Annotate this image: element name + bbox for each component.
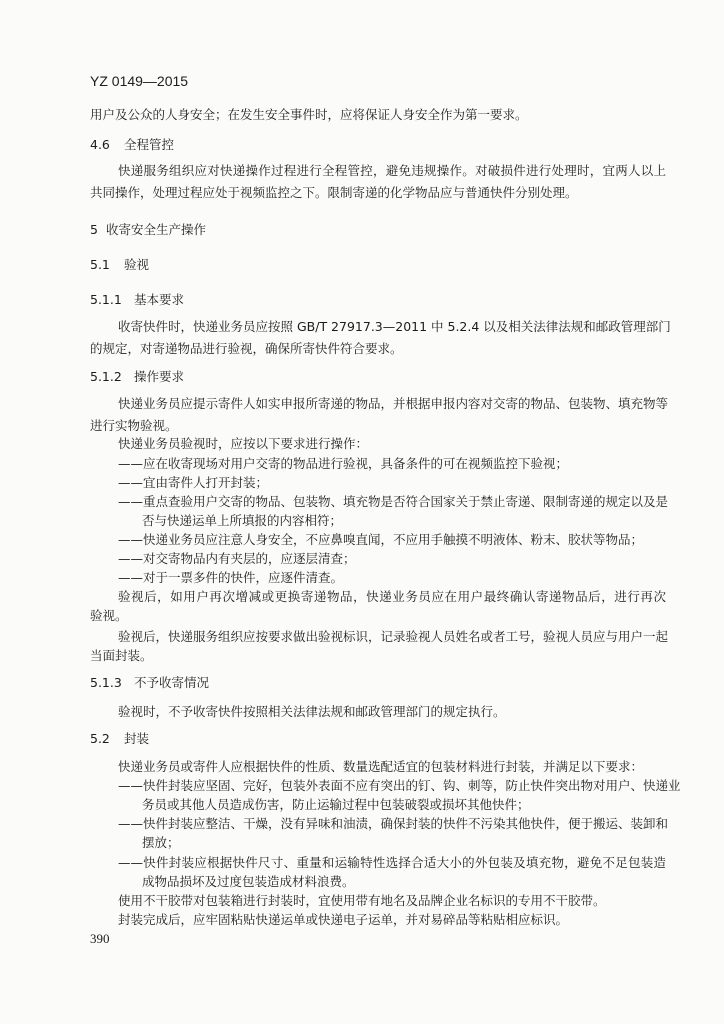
text-line: 验视后，快递服务组织应按要求做出验视标识，记录验视人员姓名或者工号，验视人员应与用户一起: [118, 629, 669, 644]
list-item: ——快件封装应根据快件尺寸、重量和运输特性选择合适大小的外包装及填充物，避免不足包装造: [118, 855, 666, 870]
text-line: 当面封装。: [90, 648, 153, 663]
list-item-continued: 否与快递运单上所填报的内容相符；: [142, 513, 343, 528]
text-line: 用户及公众的人身安全；在发生安全事件时，应将保证人身安全作为第一要求。: [90, 107, 528, 122]
section-number: 4.6: [90, 137, 110, 152]
section-heading-4-6: [90, 137, 174, 153]
text-line: 验视后，如用户再次增减或更换寄递物品，快递业务员应在用户最终确认寄递物品后，进行再次: [118, 589, 666, 604]
section-number: 5.1.1: [90, 292, 122, 307]
section-title: 操作要求: [134, 369, 185, 384]
doc-id: YZ 0149—2015: [90, 73, 189, 89]
section-title: 不予收寄情况: [134, 675, 210, 690]
section-title: 收寄安全生产操作: [106, 222, 207, 237]
section-heading-5: [90, 222, 206, 238]
list-item: ——快件封装应整洁、干燥，没有异味和油渍，确保封装的快件不污染其他快件，便于搬运、装卸和: [118, 816, 669, 831]
section-heading-5-1-2: [90, 369, 184, 385]
text-line: 封装完成后，应牢固粘贴快递运单或快递电子运单，并对易碎品等粘贴相应标识。: [118, 912, 569, 927]
section-heading-5-1-1: [90, 292, 184, 308]
text-line: 共同操作，处理过程应处于视频监控之下。限制寄递的化学物品应与普通快件分别处理。: [90, 185, 578, 200]
section-number: 5.2: [90, 731, 110, 746]
section-title: 验视: [124, 257, 150, 272]
text-line: 进行实物验视。: [90, 418, 178, 433]
list-item-continued: 摆放；: [142, 835, 180, 850]
section-title: 封装: [124, 731, 150, 746]
text-line: 验视时，不予收寄快件按照相关法律法规和邮政管理部门的规定执行。: [118, 704, 506, 719]
list-item: ——应在收寄现场对用户交寄的物品进行验视，具备条件的可在视频监控下验视；: [118, 456, 569, 471]
text-line: 使用不干胶带对包装箱进行封装时，宜使用带有地名及品牌企业名标识的专用不干胶带。: [118, 893, 606, 908]
text-line: 快递服务组织应对快递操作过程进行全程管控，避免违规操作。对破损件进行处理时，宜两人以上: [118, 163, 666, 178]
list-item-continued: 成物品损坏及过度包装造成材料浪费。: [142, 874, 355, 889]
list-item: ——对于一票多件的快件，应逐件清查。: [118, 570, 344, 585]
text-line: 快递业务员应提示寄件人如实申报所寄递的物品，并根据申报内容对交寄的物品、包装物、填充物等: [118, 396, 669, 411]
section-number: 5: [90, 222, 98, 237]
section-number: 5.1.2: [90, 369, 122, 384]
section-number: 5.1: [90, 257, 110, 272]
text-line: 快递业务员验视时，应按以下要求进行操作：: [118, 436, 369, 451]
section-number: 5.1.3: [90, 675, 122, 690]
text-line: 验视。: [90, 608, 128, 623]
section-heading-5-1-3: [90, 675, 209, 691]
page-number: 390: [90, 931, 110, 946]
list-item: ——对交寄物品内有夹层的，应逐层清查；: [118, 551, 356, 566]
section-title: 全程管控: [124, 137, 175, 152]
list-item: ——宜由寄件人打开封装；: [118, 475, 269, 490]
list-item: ——快件封装应坚固、完好，包装外表面不应有突出的钉、钩、刺等，防止快件突出物对用户、快递业: [118, 778, 681, 793]
list-item: ——重点查验用户交寄的物品、包装物、填充物是否符合国家关于禁止寄递、限制寄递的规定以及是: [118, 494, 669, 509]
list-item: ——快递业务员应注意人身安全，不应鼻嗅直闻，不应用手触摸不明液体、粉末、胶状等物品；: [118, 532, 644, 547]
text-line: 收寄快件时，快递业务员应按照 GB/T 27917.3—2011 中 5.2.4 以及相关法律法规和邮政管理部门: [118, 319, 671, 334]
section-heading-5-1: [90, 257, 149, 273]
section-title: 基本要求: [134, 292, 185, 307]
section-heading-5-2: [90, 731, 149, 747]
text-line: 的规定，对寄递物品进行验视，确保所寄快件符合要求。: [90, 341, 403, 356]
text-line: 快递业务员或寄件人应根据快件的性质、数量选配适宜的包装材料进行封装，并满足以下要求：: [118, 759, 644, 774]
list-item-continued: 务员或其他人员造成伤害，防止运输过程中包装破裂或损坏其他快件；: [142, 797, 530, 812]
